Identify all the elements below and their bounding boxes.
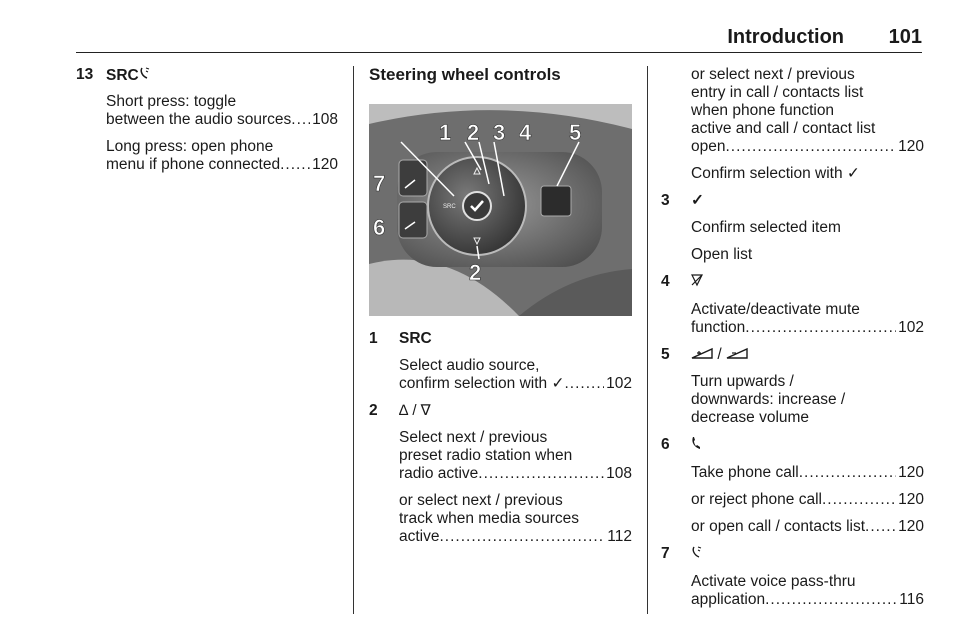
text-line: Select next / previous [399, 429, 548, 446]
item-number: 13 [76, 66, 94, 83]
mute-icon [691, 273, 924, 292]
list-item [661, 192, 924, 264]
page-reference: 120 [898, 518, 924, 535]
section-title: Steering wheel controls [369, 65, 561, 84]
callout-7: 7 [373, 171, 386, 196]
text-line: Select audio source, [399, 357, 540, 374]
text-line: Short press: toggle [106, 93, 237, 110]
page-number: 101 [888, 26, 922, 48]
callout-5: 5 [569, 120, 582, 145]
item-number: 6 [661, 436, 670, 453]
text-line: Activate voice pass-thru [691, 573, 856, 590]
text-line: Confirm selected item [691, 219, 841, 236]
page-reference: 116 [899, 591, 924, 608]
separator: / [717, 346, 722, 363]
text-line: or open call / contacts list [691, 518, 866, 535]
list-item [661, 436, 924, 536]
text-line: track when media sources [399, 510, 580, 527]
list-item [76, 66, 338, 174]
page-reference: 120 [898, 491, 924, 508]
text-line: Long press: open phone [106, 138, 274, 155]
text-line: Turn upwards / [691, 373, 794, 390]
text-line: when phone function [691, 102, 835, 119]
callout-2: 2 [467, 120, 480, 145]
text-line: open [691, 138, 726, 155]
page-title: Introduction [727, 26, 844, 48]
page-reference: 120 [898, 138, 924, 155]
column-divider [647, 66, 648, 614]
list-item [661, 273, 924, 337]
column-middle [369, 66, 632, 555]
text-line: radio active [399, 465, 479, 482]
item-number: 1 [369, 330, 378, 347]
column-left [76, 66, 338, 183]
text-line: preset radio station when [399, 447, 573, 464]
steering-wheel-figure [369, 104, 632, 316]
item-label: SRC [399, 330, 432, 347]
column-right [661, 66, 924, 618]
page-reference: 102 [898, 319, 924, 336]
text-line: Take phone call [691, 464, 799, 481]
text-line: confirm selection with [399, 375, 548, 392]
item-number: 4 [661, 273, 670, 290]
list-item [661, 346, 924, 427]
page-reference: 120 [312, 156, 338, 173]
item-number: 3 [661, 192, 670, 209]
volume-up-icon [691, 346, 713, 363]
callout-1: 1 [439, 120, 452, 145]
text-line: entry in call / contacts list [691, 84, 864, 101]
page-reference: 112 [607, 528, 632, 545]
text-line: downwards: increase / [691, 391, 846, 408]
text-line: Confirm selection with [691, 165, 843, 182]
up-down-arrow-icon: ∆ / ∇ [399, 402, 431, 419]
callout-2-bottom: 2 [469, 260, 482, 285]
text-line: or reject phone call [691, 491, 822, 508]
list-item [369, 402, 632, 546]
page-reference: 108 [312, 111, 338, 128]
text-line: application [691, 591, 766, 608]
volume-down-icon [726, 346, 748, 363]
text-line: decrease volume [691, 409, 810, 426]
text-line: between the audio sources [106, 111, 292, 128]
item-number: 7 [661, 545, 670, 562]
page-reference: 120 [898, 464, 924, 481]
text-line: active and call / contact list [691, 120, 876, 137]
list-item [661, 545, 924, 609]
text-line: or select next / previous [691, 66, 855, 83]
list-item [369, 330, 632, 393]
page-reference: 108 [606, 465, 632, 482]
item-number: 5 [661, 346, 670, 363]
text-line: Activate/deactivate mute [691, 301, 860, 318]
item-number: 2 [369, 402, 378, 419]
check-icon: ✓ [551, 375, 565, 392]
continued-text [661, 66, 924, 183]
text-line: function [691, 319, 746, 336]
check-icon: ✓ [691, 192, 704, 209]
text-line: Open list [691, 246, 753, 263]
page-reference: 102 [606, 375, 632, 392]
callout-3: 3 [493, 120, 506, 145]
item-label: SRC [106, 67, 139, 84]
text-line: menu if phone connected [106, 156, 281, 173]
text-line: active [399, 528, 440, 545]
column-divider [353, 66, 354, 614]
src-button-label: SRC [443, 204, 456, 210]
page-header [76, 22, 922, 53]
callout-4: 4 [519, 120, 532, 145]
phone-icon [691, 436, 924, 455]
text-line: or select next / previous [399, 492, 563, 509]
callout-6: 6 [373, 215, 386, 240]
check-icon: ✓ [846, 165, 860, 182]
voice-icon [691, 545, 924, 564]
voice-handset-icon [139, 67, 151, 84]
